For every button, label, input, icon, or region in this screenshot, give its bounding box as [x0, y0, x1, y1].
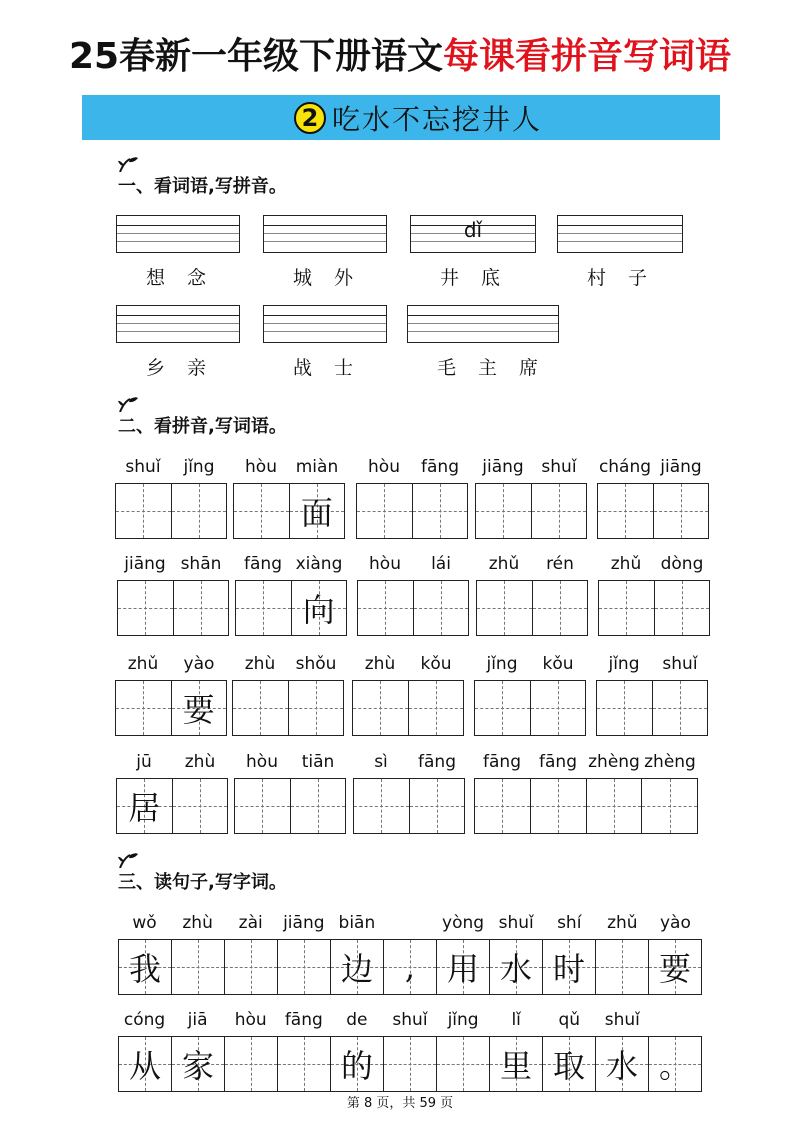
cell-character: 。: [658, 1047, 691, 1085]
page-footer: 第 8 页，共 59 页: [346, 1096, 454, 1111]
tianzige-cell[interactable]: [596, 1037, 649, 1091]
pinyin-syllable: fāng: [244, 554, 282, 574]
pinyin-syllable: jiāng: [283, 913, 325, 933]
tianzige-cell[interactable]: [414, 581, 469, 635]
tianzige-cell[interactable]: [596, 940, 649, 994]
pinyin-syllable: jiāng: [660, 457, 702, 477]
pinyin-syllable: jǐng: [183, 457, 215, 477]
pinyin-syllable: jiāng: [482, 457, 524, 477]
cell-character: [354, 779, 409, 833]
tianzige-grid: [357, 580, 469, 636]
word-label: 井底: [440, 267, 523, 289]
pinyin-syllable: fāng: [483, 752, 521, 772]
cell-character: [225, 940, 277, 994]
cell-character: [532, 484, 587, 538]
tianzige-cell[interactable]: [437, 1037, 490, 1091]
cell-character: [174, 581, 229, 635]
pinyin-syllable: zhǔ: [127, 654, 159, 674]
cell-character: [118, 581, 173, 635]
pinyin-syllable: dòng: [660, 554, 704, 574]
pinyin-syllable: wǒ: [132, 913, 157, 933]
tianzige-cell[interactable]: [490, 1037, 543, 1091]
tianzige-cell[interactable]: [235, 779, 291, 833]
cell-character: 的: [340, 1047, 373, 1085]
pinyin-syllable: hòu: [245, 457, 277, 477]
pinyin-row: [476, 554, 588, 574]
pinyin-syllable: zhù: [364, 654, 396, 674]
tianzige-cell[interactable]: [358, 581, 414, 635]
tianzige-cell[interactable]: [543, 1037, 596, 1091]
pinyin-syllable: jǐng: [447, 1010, 479, 1030]
tianzige-grid: [235, 580, 347, 636]
pinyin-row: [356, 457, 468, 477]
pinyin-syllable: qǔ: [558, 1010, 581, 1030]
pinyin-syllable: shǒu: [295, 654, 337, 674]
cell-character: [409, 681, 464, 735]
lesson-banner: [82, 95, 720, 140]
pinyin-syllable: rén: [546, 554, 574, 574]
sprout-icon: [116, 852, 140, 868]
tianzige-cell[interactable]: [531, 681, 586, 735]
pinyin-syllable: hòu: [369, 554, 401, 574]
page-title: 25春新一年级下册语文每课看拼音写词语: [68, 36, 732, 77]
pinyin-syllable: yào: [183, 654, 215, 674]
tianzige-grid: [117, 580, 229, 636]
tianzige-grid: [598, 580, 710, 636]
lesson-title: 吃水不忘挖井人: [332, 102, 543, 136]
pinyin-syllable: shí: [557, 913, 582, 933]
cell-character: [236, 581, 291, 635]
pinyin-syllable: hòu: [234, 1010, 267, 1030]
pinyin-syllable: jǐng: [486, 654, 518, 674]
cell-character: [475, 779, 530, 833]
pinyin-syllable: fāng: [284, 1010, 323, 1030]
tianzige-cell[interactable]: [354, 779, 410, 833]
word-label: 村子: [587, 267, 670, 289]
tianzige-grid: [116, 778, 228, 834]
section-1-heading: 一、看词语,写拼音。: [118, 172, 287, 198]
tianzige-cell[interactable]: [291, 779, 346, 833]
tianzige-grid: [353, 778, 465, 834]
cell-character: [289, 681, 344, 735]
section-3-heading: 三、读句子,写字词。: [118, 868, 287, 894]
cell-character: [172, 940, 224, 994]
pinyin-syllable: zài: [238, 913, 263, 933]
pinyin-row: [232, 654, 344, 674]
tianzige-cell[interactable]: [353, 681, 409, 735]
tianzige-cell[interactable]: [642, 779, 697, 833]
pinyin-syllable: jiāng: [124, 554, 166, 574]
tianzige-cell[interactable]: [278, 940, 331, 994]
sprout-icon: [116, 156, 140, 172]
tianzige-grid: [232, 680, 344, 736]
pinyin-syllable: zhǔ: [607, 913, 638, 933]
tianzige-cell[interactable]: [289, 681, 344, 735]
tianzige-cell[interactable]: [118, 581, 174, 635]
tianzige-cell[interactable]: [119, 1037, 172, 1091]
tianzige-cell[interactable]: [490, 940, 543, 994]
pinyin-syllable: zhù: [244, 654, 276, 674]
tianzige-cell[interactable]: [174, 581, 229, 635]
pinyin-row: [235, 554, 347, 574]
pinyin-row: [596, 654, 708, 674]
cell-character: [599, 581, 654, 635]
tianzige-grid: [352, 680, 464, 736]
pinyin-row: [597, 457, 709, 477]
tianzige-cell[interactable]: [292, 581, 347, 635]
tianzige-grid: [474, 680, 586, 736]
tianzige-cell[interactable]: [437, 940, 490, 994]
section-2-heading: 二、看拼音,写词语。: [118, 412, 287, 438]
tianzige-cell[interactable]: [116, 681, 172, 735]
tianzige-grid: [115, 680, 227, 736]
pinyin-syllable: fāng: [421, 457, 459, 477]
tianzige-cell[interactable]: [532, 484, 587, 538]
tianzige-grid: [115, 483, 227, 539]
cell-character: [476, 484, 531, 538]
tianzige-cell[interactable]: [172, 940, 225, 994]
tianzige-cell[interactable]: [599, 581, 655, 635]
tianzige-cell[interactable]: [233, 681, 289, 735]
tianzige-cell[interactable]: [290, 484, 345, 538]
pinyin-row: [115, 457, 227, 477]
tianzige-cell[interactable]: [476, 484, 532, 538]
pinyin-syllable: hòu: [368, 457, 400, 477]
cell-character: [587, 779, 642, 833]
pinyin-syllable: shān: [180, 554, 222, 574]
pinyin-writing-box[interactable]: [263, 305, 387, 343]
cell-character: [533, 581, 588, 635]
pinyin-syllable: kǒu: [420, 654, 452, 674]
cell-character: [414, 581, 469, 635]
tianzige-cell[interactable]: [117, 779, 173, 833]
cell-character: [642, 779, 697, 833]
tianzige-grid: [475, 483, 587, 539]
pinyin-syllable: cháng: [598, 457, 652, 477]
pinyin-syllable: shuǐ: [662, 654, 698, 674]
cell-character: 水: [605, 1047, 638, 1085]
tianzige-cell[interactable]: [531, 779, 587, 833]
cell-character: [278, 940, 330, 994]
tianzige-cell[interactable]: [475, 779, 531, 833]
pinyin-syllable: yào: [660, 913, 691, 933]
pinyin-syllable: fāng: [418, 752, 456, 772]
pinyin-syllable: shuǐ: [604, 1010, 640, 1030]
tianzige-grid: [118, 939, 702, 995]
tianzige-grid: [597, 483, 709, 539]
tianzige-cell[interactable]: [234, 484, 290, 538]
tianzige-cell[interactable]: [587, 779, 643, 833]
pinyin-syllable: zhèng: [588, 752, 640, 772]
tianzige-cell[interactable]: [598, 484, 654, 538]
cell-character: 从: [128, 1047, 161, 1085]
tianzige-cell[interactable]: [331, 940, 384, 994]
pinyin-syllable: xiàng: [295, 554, 343, 574]
cell-character: [437, 1037, 489, 1091]
tianzige-cell[interactable]: [475, 681, 531, 735]
pinyin-row: [474, 752, 698, 772]
cell-character: 要: [182, 691, 215, 729]
cell-character: [531, 779, 586, 833]
pinyin-syllable: zhèng: [644, 752, 696, 772]
tianzige-cell[interactable]: [409, 681, 464, 735]
pinyin-syllable: de: [346, 1010, 368, 1030]
word-label: 想念: [146, 267, 229, 289]
word-label: 乡亲: [146, 357, 229, 379]
cell-character: ,: [404, 948, 416, 986]
pinyin-writing-box[interactable]: [557, 215, 683, 253]
pinyin-row: [474, 654, 586, 674]
tianzige-cell[interactable]: [533, 581, 588, 635]
pinyin-row: [234, 752, 346, 772]
tianzige-cell[interactable]: [413, 484, 468, 538]
cell-character: [235, 779, 290, 833]
pinyin-syllable: cóng: [123, 1010, 166, 1030]
pinyin-syllable: fāng: [539, 752, 577, 772]
pinyin-row: [598, 554, 710, 574]
lesson-number-badge: 2: [294, 102, 326, 134]
tianzige-cell[interactable]: [357, 484, 413, 538]
pinyin-syllable: zhù: [184, 752, 216, 772]
cell-character: [598, 484, 653, 538]
pinyin-writing-box[interactable]: [407, 305, 559, 343]
cell-character: 里: [499, 1047, 532, 1085]
cell-character: 向: [302, 591, 335, 629]
tianzige-grid: [596, 680, 708, 736]
tianzige-cell[interactable]: [225, 940, 278, 994]
pinyin-row: [117, 554, 229, 574]
pinyin-row: [233, 457, 345, 477]
pinyin-syllable: shuǐ: [541, 457, 577, 477]
cell-character: 水: [499, 950, 532, 988]
cell-character: 要: [658, 950, 691, 988]
cell-character: [291, 779, 346, 833]
pinyin-syllable: zhǔ: [488, 554, 520, 574]
tianzige-cell[interactable]: [654, 484, 709, 538]
tianzige-grid: [233, 483, 345, 539]
cell-character: 我: [128, 950, 161, 988]
pinyin-syllable: zhù: [182, 913, 213, 933]
cell-character: [597, 681, 652, 735]
cell-character: [172, 484, 227, 538]
tianzige-cell[interactable]: [655, 581, 710, 635]
pinyin-syllable: miàn: [295, 457, 339, 477]
cell-character: [353, 681, 408, 735]
tianzige-cell[interactable]: [331, 1037, 384, 1091]
pinyin-syllable: hòu: [246, 752, 278, 772]
tianzige-grid: [118, 1036, 702, 1092]
cell-character: [173, 779, 228, 833]
tianzige-cell[interactable]: [119, 940, 172, 994]
cell-character: 家: [181, 1047, 214, 1085]
tianzige-cell[interactable]: [597, 681, 653, 735]
cell-character: [225, 1037, 277, 1091]
pinyin-syllable: jiā: [187, 1010, 208, 1030]
tianzige-cell[interactable]: [116, 484, 172, 538]
pinyin-syllable: yòng: [442, 913, 485, 933]
pinyin-syllable: tiān: [301, 752, 335, 772]
pinyin-syllable: shuǐ: [125, 457, 161, 477]
tianzige-grid: [474, 778, 698, 834]
pinyin-row: [115, 654, 227, 674]
tianzige-cell[interactable]: [172, 484, 227, 538]
pinyin-row: [352, 654, 464, 674]
pinyin-writing-box[interactable]: [263, 215, 387, 253]
tianzige-cell[interactable]: [410, 779, 465, 833]
cell-character: [410, 779, 465, 833]
tianzige-grid: [234, 778, 346, 834]
cell-character: [357, 484, 412, 538]
tianzige-cell[interactable]: [649, 1037, 701, 1091]
pinyin-writing-box[interactable]: [116, 215, 240, 253]
pinyin-row: [118, 913, 702, 933]
tianzige-cell[interactable]: [649, 940, 701, 994]
cell-character: 边: [340, 950, 373, 988]
cell-character: [233, 681, 288, 735]
cell-character: [654, 484, 709, 538]
tianzige-cell[interactable]: [236, 581, 292, 635]
cell-character: [384, 1037, 436, 1091]
cell-character: [477, 581, 532, 635]
pinyin-writing-box[interactable]: [116, 305, 240, 343]
cell-character: 取: [552, 1047, 585, 1085]
pinyin-syllable: lǐ: [511, 1010, 521, 1030]
pinyin-syllable: lái: [431, 554, 451, 574]
cell-character: [234, 484, 289, 538]
pinyin-row: [116, 752, 228, 772]
pinyin-syllable: jū: [136, 752, 152, 772]
cell-character: [413, 484, 468, 538]
cell-character: [475, 681, 530, 735]
tianzige-cell[interactable]: [172, 1037, 225, 1091]
cell-character: 居: [128, 789, 161, 827]
pinyin-syllable: biān: [338, 913, 376, 933]
pinyin-text: dǐ: [463, 218, 483, 242]
word-label: 战士: [293, 357, 376, 379]
tianzige-cell[interactable]: [384, 940, 437, 994]
cell-character: [531, 681, 586, 735]
pinyin-syllable: kǒu: [542, 654, 574, 674]
cell-character: [655, 581, 710, 635]
pinyin-row: [357, 554, 469, 574]
tianzige-grid: [356, 483, 468, 539]
pinyin-row: [353, 752, 465, 772]
cell-character: [116, 484, 171, 538]
tianzige-grid: [476, 580, 588, 636]
tianzige-cell[interactable]: [173, 779, 228, 833]
cell-character: 用: [446, 950, 479, 988]
tianzige-cell[interactable]: [172, 681, 227, 735]
pinyin-row: [118, 1010, 702, 1030]
tianzige-cell[interactable]: [543, 940, 596, 994]
tianzige-cell[interactable]: [653, 681, 708, 735]
cell-character: [596, 940, 648, 994]
cell-character: [653, 681, 708, 735]
tianzige-cell[interactable]: [477, 581, 533, 635]
pinyin-writing-box[interactable]: [410, 215, 536, 253]
word-label: 城外: [293, 267, 376, 289]
pinyin-row: [475, 457, 587, 477]
word-label: 毛主席: [437, 357, 561, 379]
pinyin-syllable: shuǐ: [498, 913, 534, 933]
pinyin-syllable: jǐng: [608, 654, 640, 674]
cell-character: 面: [300, 494, 333, 532]
cell-character: [116, 681, 171, 735]
tianzige-cell[interactable]: [384, 1037, 437, 1091]
sprout-icon: [116, 396, 140, 412]
pinyin-syllable: sì: [374, 752, 388, 772]
pinyin-syllable: shuǐ: [392, 1010, 428, 1030]
tianzige-cell[interactable]: [278, 1037, 331, 1091]
cell-character: [278, 1037, 330, 1091]
tianzige-cell[interactable]: [225, 1037, 278, 1091]
cell-character: 时: [552, 950, 585, 988]
cell-character: [358, 581, 413, 635]
pinyin-syllable: zhǔ: [610, 554, 642, 574]
